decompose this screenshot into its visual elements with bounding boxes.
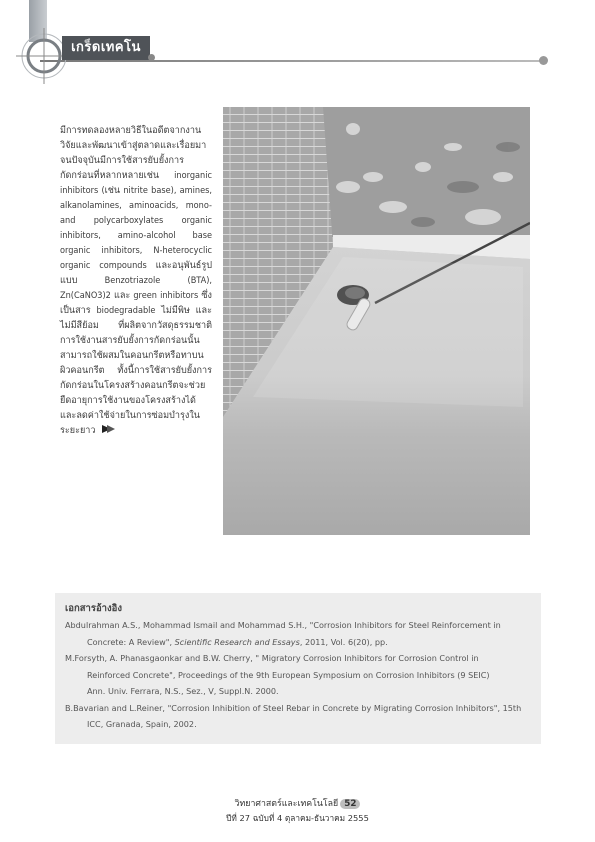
- reference-line-continued: Ann. Univ. Ferrara, N.S., Sez., V, Suppl.N. 2000.: [87, 686, 279, 696]
- reference-line-continued: ICC, Granada, Spain, 2002.: [87, 719, 197, 729]
- references-title: เอกสารอ้างอิง: [65, 603, 122, 614]
- section-tab: เกร็ดเทคโน: [62, 36, 150, 60]
- article-paragraph: [60, 124, 212, 439]
- references-box: [55, 593, 541, 744]
- journal-title: Scientific Research and Essays: [174, 636, 300, 647]
- footer-issue: ปีที่ 27 ฉบับที่ 4 ตุลาคม-ธันวาคม 2555: [226, 813, 369, 823]
- article-paragraph-text: มีการทดลองหลายวิธีในอดีตจากงานวิจัยและพัฒนาเข้าสู่ตลาดและเรื่อยมาจนปัจจุบันมีการใช้สารยับยั้งการกัดกร่อนที่หลากหลายเช่น inorganic inhibitors (เช่น nitrite base), amines, alkanolamines, aminoacids, mono- and polycarboxylates organic inhibitors, amino-alcohol base organic inhibitors, N-heterocyclic organic compounds และอนุพันธ์รูปแบบ Benzotriazole (BTA), Zn(CaNO3)2 และ green inhibitors ซึ่งเป็นสาร biodegradable ไม่มีพิษ และไม่มีสีย้อม ที่ผลิตจากวัสดุธรรมชาติ การใช้งานสารยับยั้งการกัดกร่อนนั้นสามารถใช้ผสมในคอนกรีตหรือทาบนผิวคอนกรีต ทั้งนี้การใช้สารยับยั้งการกัดกร่อนในโครงสร้างคอนกรีตจะช่วยยืดอายุการใช้งานของโครงสร้างได้ และลดค่าใช้จ่ายในการซ่อมบำรุงในระยะยาว: [60, 126, 212, 436]
- header-rule: [40, 60, 543, 62]
- header-rule-dot: [539, 56, 548, 65]
- reference-item: [65, 617, 535, 650]
- footer-magazine-name: วิทยาศาสตร์และเทคโนโลยี: [234, 799, 339, 809]
- reference-line-continued: Concrete: A Review", Scientific Research and Essays, 2011, Vol. 6(20), pp.: [87, 636, 388, 647]
- reference-item: [65, 650, 535, 700]
- footer-magazine-line: [0, 796, 595, 810]
- reference-line-continued: Reinforced Concrete", Proceedings of the 9th European Symposium on Corrosion Inhibitors (9 SEIC): [87, 669, 490, 680]
- references-list: [65, 617, 535, 733]
- reference-line: Abdulrahman A.S., Mohammad Ismail and Mohammad S.H., "Corrosion Inhibitors for Steel Reinforcement in: [65, 620, 501, 630]
- page-number: 52: [340, 799, 360, 809]
- reference-item: [65, 700, 535, 733]
- waterproofing-roller-photo: [223, 107, 530, 535]
- arrow-end-icon: [101, 424, 115, 434]
- section-tab-dot: [148, 54, 155, 61]
- reference-line: B.Bavarian and L.Reiner, "Corrosion Inhibition of Steel Rebar in Concrete by Migrating Corrosion Inhibitors", 15th: [65, 702, 522, 713]
- reference-line: M.Forsyth, A. Phanasgaonkar and B.W. Cherry, " Migratory Corrosion Inhibitors for Corrosion Control in: [65, 653, 479, 663]
